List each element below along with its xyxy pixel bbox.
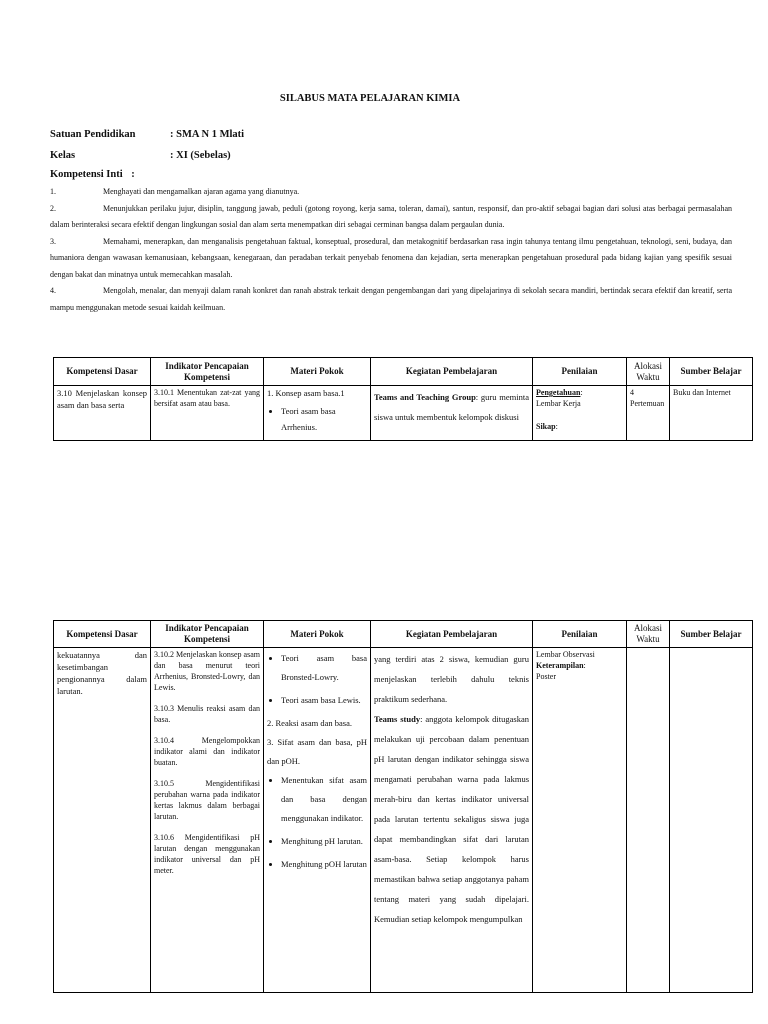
materi-item: 3. Sifat asam dan basa, pH dan pOH. (267, 737, 367, 766)
page-title: SILABUS MATA PELAJARAN KIMIA (279, 93, 461, 104)
ipk-cell (151, 648, 264, 993)
materi-cell (264, 648, 371, 993)
header-penilaian: Penilaian (533, 358, 627, 386)
table-header-row (54, 358, 753, 386)
ki-item: 1. Menghayati dan mengamalkan ajaran agama yang dianutnya. (50, 187, 300, 196)
materi-bullet: • Menghitung pOH larutan (281, 855, 367, 874)
ipk-item: 3.10.4 Mengelompokkan indikator alami dan indikator buatan. (154, 736, 260, 767)
materi-bullet: • Teori asam basa Arrhenius. (281, 403, 367, 435)
penilaian-item: Sikap: (536, 422, 558, 431)
ki-item: 4. Mengolah, menalar, dan menyaji dalam ranah konkret dan ranah abstrak terkait dengan pengembangan dari yang dipelajarinya di sekolah secara mandiri, bertindak secara efektif dan kreatif, serta mampu menggunakan metode sesuai kaidah keilmuan. (50, 286, 732, 312)
header-penilaian: Penilaian (533, 621, 627, 648)
materi-bullet: • Teori asam basa Lewis. (281, 691, 367, 710)
ki-heading (50, 169, 135, 180)
ipk-item: 3.10.3 Menulis reaksi asam dan basa. (154, 704, 260, 724)
header-materi: Materi Pokok (264, 358, 371, 386)
materi-bullet: • Teori asam basa Bronsted-Lowry. (281, 649, 367, 687)
ipk-item: 3.10.2 Menjelaskan konsep asam dan basa menurut teori Arrhenius, Bronsted-Lowry, dan Lewis. (154, 650, 260, 692)
school-value: : SMA N 1 Mlati (170, 129, 245, 140)
sumber-cell (670, 648, 753, 993)
penilaian-item: Lembar Kerja (536, 399, 581, 408)
header-kegiatan: Kegiatan Pembelajaran (371, 358, 533, 386)
ipk-item: 3.10.5 Mengidentifikasi perubahan warna pada indikator kertas lakmus dalam berbagai larutan. (154, 779, 260, 821)
class-value: : XI (Sebelas) (170, 150, 231, 161)
header-ipk: Indikator Pencapaian Kompetensi (151, 358, 264, 386)
ipk-item: 3.10.6 Mengidentifikasi pH larutan dengan menggunakan indikator universal dan pH meter. (154, 833, 260, 875)
header-ipk: Indikator Pencapaian Kompetensi (151, 621, 264, 648)
syllabus-table-2 (53, 620, 753, 993)
class-label: Kelas (50, 150, 76, 161)
table-row (54, 386, 753, 441)
materi-item: 1. Konsep asam basa.1 (267, 388, 345, 398)
kd-cell: kekuatannya dan kesetimbangan pengionannya dalam larutan. (54, 648, 151, 993)
penilaian-item: Pengetahuan: (536, 388, 583, 397)
header-sumber: Sumber Belajar (670, 358, 753, 386)
table-header-row (54, 621, 753, 648)
header-kd: Kompetensi Dasar (54, 358, 151, 386)
penilaian-item: Lembar Observasi (536, 650, 595, 659)
materi-bullet: • Menghitung pH larutan. (281, 832, 367, 851)
alokasi-cell: 4 Pertemuan (627, 386, 670, 441)
penilaian-cell (533, 648, 627, 993)
sumber-cell: Buku dan Internet (670, 386, 753, 441)
ki-list (50, 184, 732, 316)
header-kd: Kompetensi Dasar (54, 621, 151, 648)
syllabus-table-1 (53, 357, 753, 441)
header-sumber: Sumber Belajar (670, 621, 753, 648)
kegiatan-cell: yang terdiri atas 2 siswa, kemudian guru menjelaskan terlebih dahulu teknis praktikum sederhana. Teams study: anggota kelompok ditugaskan melakukan uji percobaan dalam penentuan pH larutan dengan indikator sehingga siswa mengamati perubahan warna pada lakmus merah-biru dan kertas indikator universal pada larutan tertentu sekaligus siswa juga dapat membandingkan sifat dari larutan asam-basa. Setiap kelompok harus memastikan bahwa setiap anggotanya paham tentang materi yang sudah dipelajari. Kemudian setiap kelompok mengumpulkan (371, 648, 533, 993)
materi-bullet: • Menentukan sifat asam dan basa dengan menggunakan indikator. (281, 771, 367, 828)
materi-cell (264, 386, 371, 441)
materi-bullets (267, 403, 367, 435)
materi-item: 2. Reaksi asam dan basa. (267, 718, 352, 728)
kegiatan-cell: Teams and Teaching Group: guru meminta siswa untuk membentuk kelompok diskusi (371, 386, 533, 441)
header-alokasi: Alokasi Waktu (627, 621, 670, 648)
ki-item: 3. Memahami, menerapkan, dan menganalisis pengetahuan faktual, konseptual, prosedural, dan metakognitif berdasarkan rasa ingin tahunya tentang ilmu pengetahuan, teknologi, seni, budaya, dan humaniora dengan wawasan kemanusiaan, kebangsaan, kenegaraan, dan peradaban terkait penyebab fenomena dan kejadian, serta menerapkan pengetahuan prosedural pada bidang kajian yang spesifik sesuai dengan bakat dan minatnya untuk memecahkan masalah. (50, 236, 732, 279)
alokasi-cell (627, 648, 670, 993)
header-kegiatan: Kegiatan Pembelajaran (371, 621, 533, 648)
penilaian-cell (533, 386, 627, 441)
kd-cell: 3.10 Menjelaskan konsep asam dan basa serta (54, 386, 151, 441)
ki-item: 2. Menunjukkan perilaku jujur, disiplin, tanggung jawab, peduli (gotong royong, kerja sama, toleran, damai), santun, responsif, dan pro-aktif sebagai bagian dari solusi atas berbagai permasalahan dalam berinteraksi secara efektif dengan lingkungan sosial dan alam serta menempatkan diri sebagai cerminan bangsa dalam pergaulan dunia. (50, 203, 732, 229)
ipk-cell: 3.10.1 Menentukan zat-zat yang bersifat asam atau basa. (151, 386, 264, 441)
penilaian-item: Keterampilan: (536, 661, 586, 670)
penilaian-item: Poster (536, 672, 556, 681)
materi-bullets (267, 649, 367, 710)
school-label: Satuan Pendidikan (50, 129, 136, 140)
materi-bullets (267, 771, 367, 874)
ki-label: Kompetensi Inti (50, 169, 123, 180)
header-alokasi: Alokasi Waktu (627, 358, 670, 386)
table-row (54, 648, 753, 993)
ki-separator: : (131, 169, 135, 180)
header-materi: Materi Pokok (264, 621, 371, 648)
